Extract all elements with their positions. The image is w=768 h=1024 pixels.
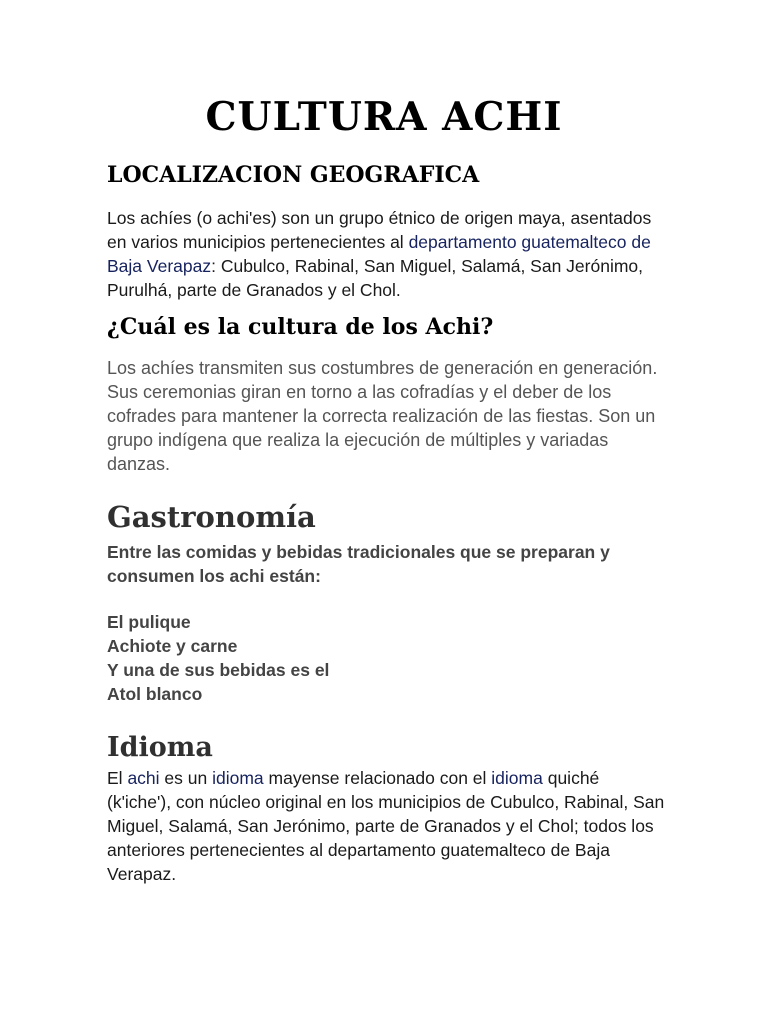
- idioma-text-3: mayense relacionado con el: [263, 768, 492, 788]
- heading-cultura: ¿Cuál es la cultura de los Achi?: [107, 314, 494, 340]
- localizacion-text-end: : Cubulco, Rabinal, San Miguel, Salamá, San Jerónimo, Purulhá, parte de Granados y el Chol.: [107, 256, 644, 300]
- link-achi[interactable]: achi: [127, 768, 160, 788]
- link-idioma-quiche[interactable]: idioma: [491, 768, 543, 788]
- idioma-text-1: El: [107, 768, 128, 788]
- paragraph-gastronomia-intro: Entre las comidas y bebidas tradicionales que se preparan y consumen los achi están:: [107, 542, 610, 586]
- food-list: [107, 610, 329, 706]
- heading-localizacion: LOCALIZACION GEOGRAFICA: [107, 162, 480, 188]
- heading-idioma: Idioma: [107, 732, 213, 763]
- list-item: El pulique: [107, 612, 191, 632]
- localizacion-text-start: Los achíes (o achi'es) son un grupo étnico de origen maya, asentados en varios municipios pertenecientes al: [107, 208, 652, 252]
- list-item: Atol blanco: [107, 684, 203, 704]
- list-item: Achiote y carne: [107, 636, 238, 656]
- heading-gastronomia: Gastronomía: [107, 500, 316, 534]
- document-title: CULTURA ACHI: [205, 94, 563, 140]
- idioma-text-2: es un: [159, 768, 213, 788]
- paragraph-localizacion: [107, 206, 667, 302]
- idioma-text-4: quiché (k'iche'), con núcleo original en los municipios de Cubulco, Rabinal, San Miguel, Salamá, San Jerónimo, parte de Granados y el Chol; todos los anteriores pertenecientes al departamento guatemalteco de Baja Verapaz.: [107, 768, 665, 884]
- link-baja-verapaz[interactable]: departamento guatemalteco de Baja Verapaz: [107, 232, 651, 276]
- paragraph-cultura: Los achíes transmiten sus costumbres de generación en generación. Sus ceremonias giran en torno a las cofradías y el deber de los cofrades para mantener la correcta realización de las fiestas. Son un grupo indígena que realiza la ejecución de múltiples y variadas danzas.: [107, 358, 658, 474]
- paragraph-idioma: [107, 766, 667, 886]
- list-item: Y una de sus bebidas es el: [107, 660, 330, 680]
- link-idioma[interactable]: idioma: [212, 768, 264, 788]
